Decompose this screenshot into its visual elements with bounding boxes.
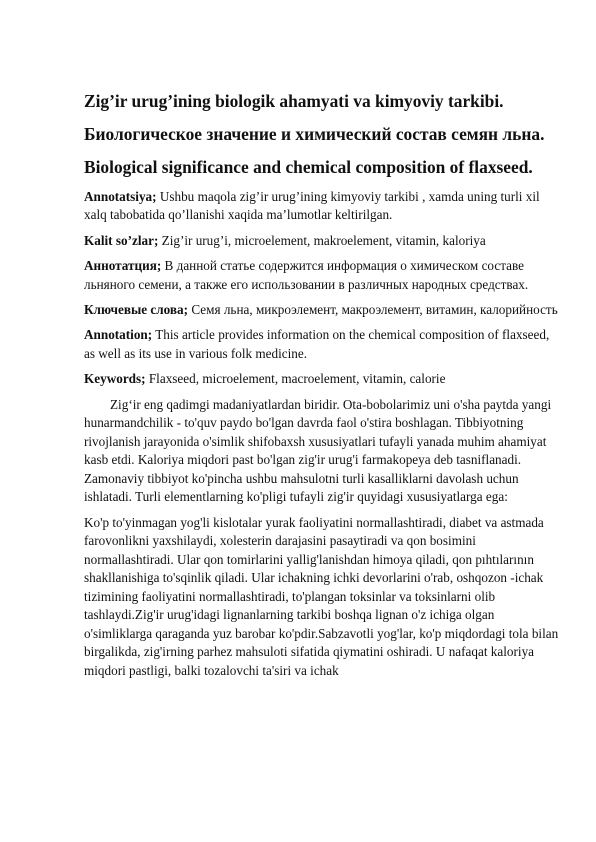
keywords-uzbek-label: Kalit so’zlar; (84, 232, 159, 248)
abstract-english (84, 326, 559, 363)
keywords-russian-text: Семя льна, микроэлемент, макроэлемент, витамин, калорийность (188, 302, 558, 318)
keywords-russian-label: Ключевые слова; (84, 302, 189, 318)
keywords-russian (84, 301, 559, 319)
keywords-uzbek (84, 232, 559, 250)
body-paragraph-2: Ko'p to'yinmagan yog'li kislotalar yurak faoliyatini normallashtiradi, diabet va astmada farovonlikni yaxshilaydi, xolesterin darajasini pasaytiradi va qon bosimini normallashtiradi. Ular qon tomirlarini yallig'lanishdan himoya qiladi, qon pıhtılarının shakllanishiga to'sqinlik qiladi. Ular ichakning ichki devorlarini o'rab, oshqozon -ichak tizimining faoliyatini normallashtiradi, to'plangan toksinlar va toksinlarni olib tashlaydi.Zig'ir urug'idagi lignanlarning tarkibi boshqa lignan o'z ichiga olgan o'simliklarga qaraganda yuz barobar ko'pdir.Sabzavotli yog'lar, ko'p miqdordagi tola bilan birgalikda, zig'irning parhez mahsuloti sifatida qiymatini oshiradi. U nafaqat kaloriya miqdori pastligi, balki tozalovchi ta'siri va ichak (84, 514, 559, 678)
keywords-english (84, 370, 559, 388)
body-paragraph-1: Zig‘ir eng qadimgi madaniyatlardan biridir. Ota-bobolarimiz uni o'sha paytda yangi hunarmandchilik - to'quv paydo bo'lgan davrda faol o'stira boshlagan. Tibbiyotning rivojlanish jarayonida o'simlik shifobaxsh xususiyatlari tufayli yanada muhim ahamiyat kasb etdi. Kaloriya miqdori past bo'lgan zig'ir urug'i farmakopeya deb tasniflanadi. Zamonaviy tibbiyot ko'pincha ushbu mahsulotni turli kasalliklarni davolash uchun ishlatadi. Turli elementlarning ko'pligi tufayli zig'ir quyidagi xususiyatlarga ega: (84, 396, 552, 505)
title-uzbek: Zig’ir urug’ining biologik ahamyati va kimyoviy tarkibi. (84, 91, 504, 111)
title-russian: Биологическое значение и химический состав семян льна. (84, 124, 545, 144)
keywords-uzbek-text: Zig’ir urug’i, microelement, makroelement, vitamin, kaloriya (158, 232, 486, 248)
abstract-english-label: Annotation; (84, 327, 153, 343)
abstract-russian-label: Аннотатция; (84, 258, 162, 274)
article-page (84, 90, 559, 687)
title-english: Biological significance and chemical composition of flaxseed. (84, 157, 533, 177)
abstract-russian (84, 257, 559, 294)
abstract-english-text: This article provides information on the chemical composition of flaxseed, as well as its use in various folk medicine. (84, 327, 550, 361)
abstract-uzbek (84, 188, 559, 225)
keywords-english-label: Keywords; (84, 371, 146, 387)
abstract-russian-text: В данной статье содержится информация о химическом составе льняного семени, а также его использовании в различных народных средствах. (84, 258, 529, 292)
abstract-uzbek-label: Annotatsiya; (84, 189, 157, 204)
keywords-english-text: Flaxseed, microelement, macroelement, vitamin, calorie (145, 371, 446, 387)
abstract-uzbek-text: Ushbu maqola zig’ir urug’ining kimyoviy tarkibi , xamda uning turli xil xalq tabobatida qo’llanishi xaqida ma’lumotlar keltirilgan. (84, 189, 540, 223)
